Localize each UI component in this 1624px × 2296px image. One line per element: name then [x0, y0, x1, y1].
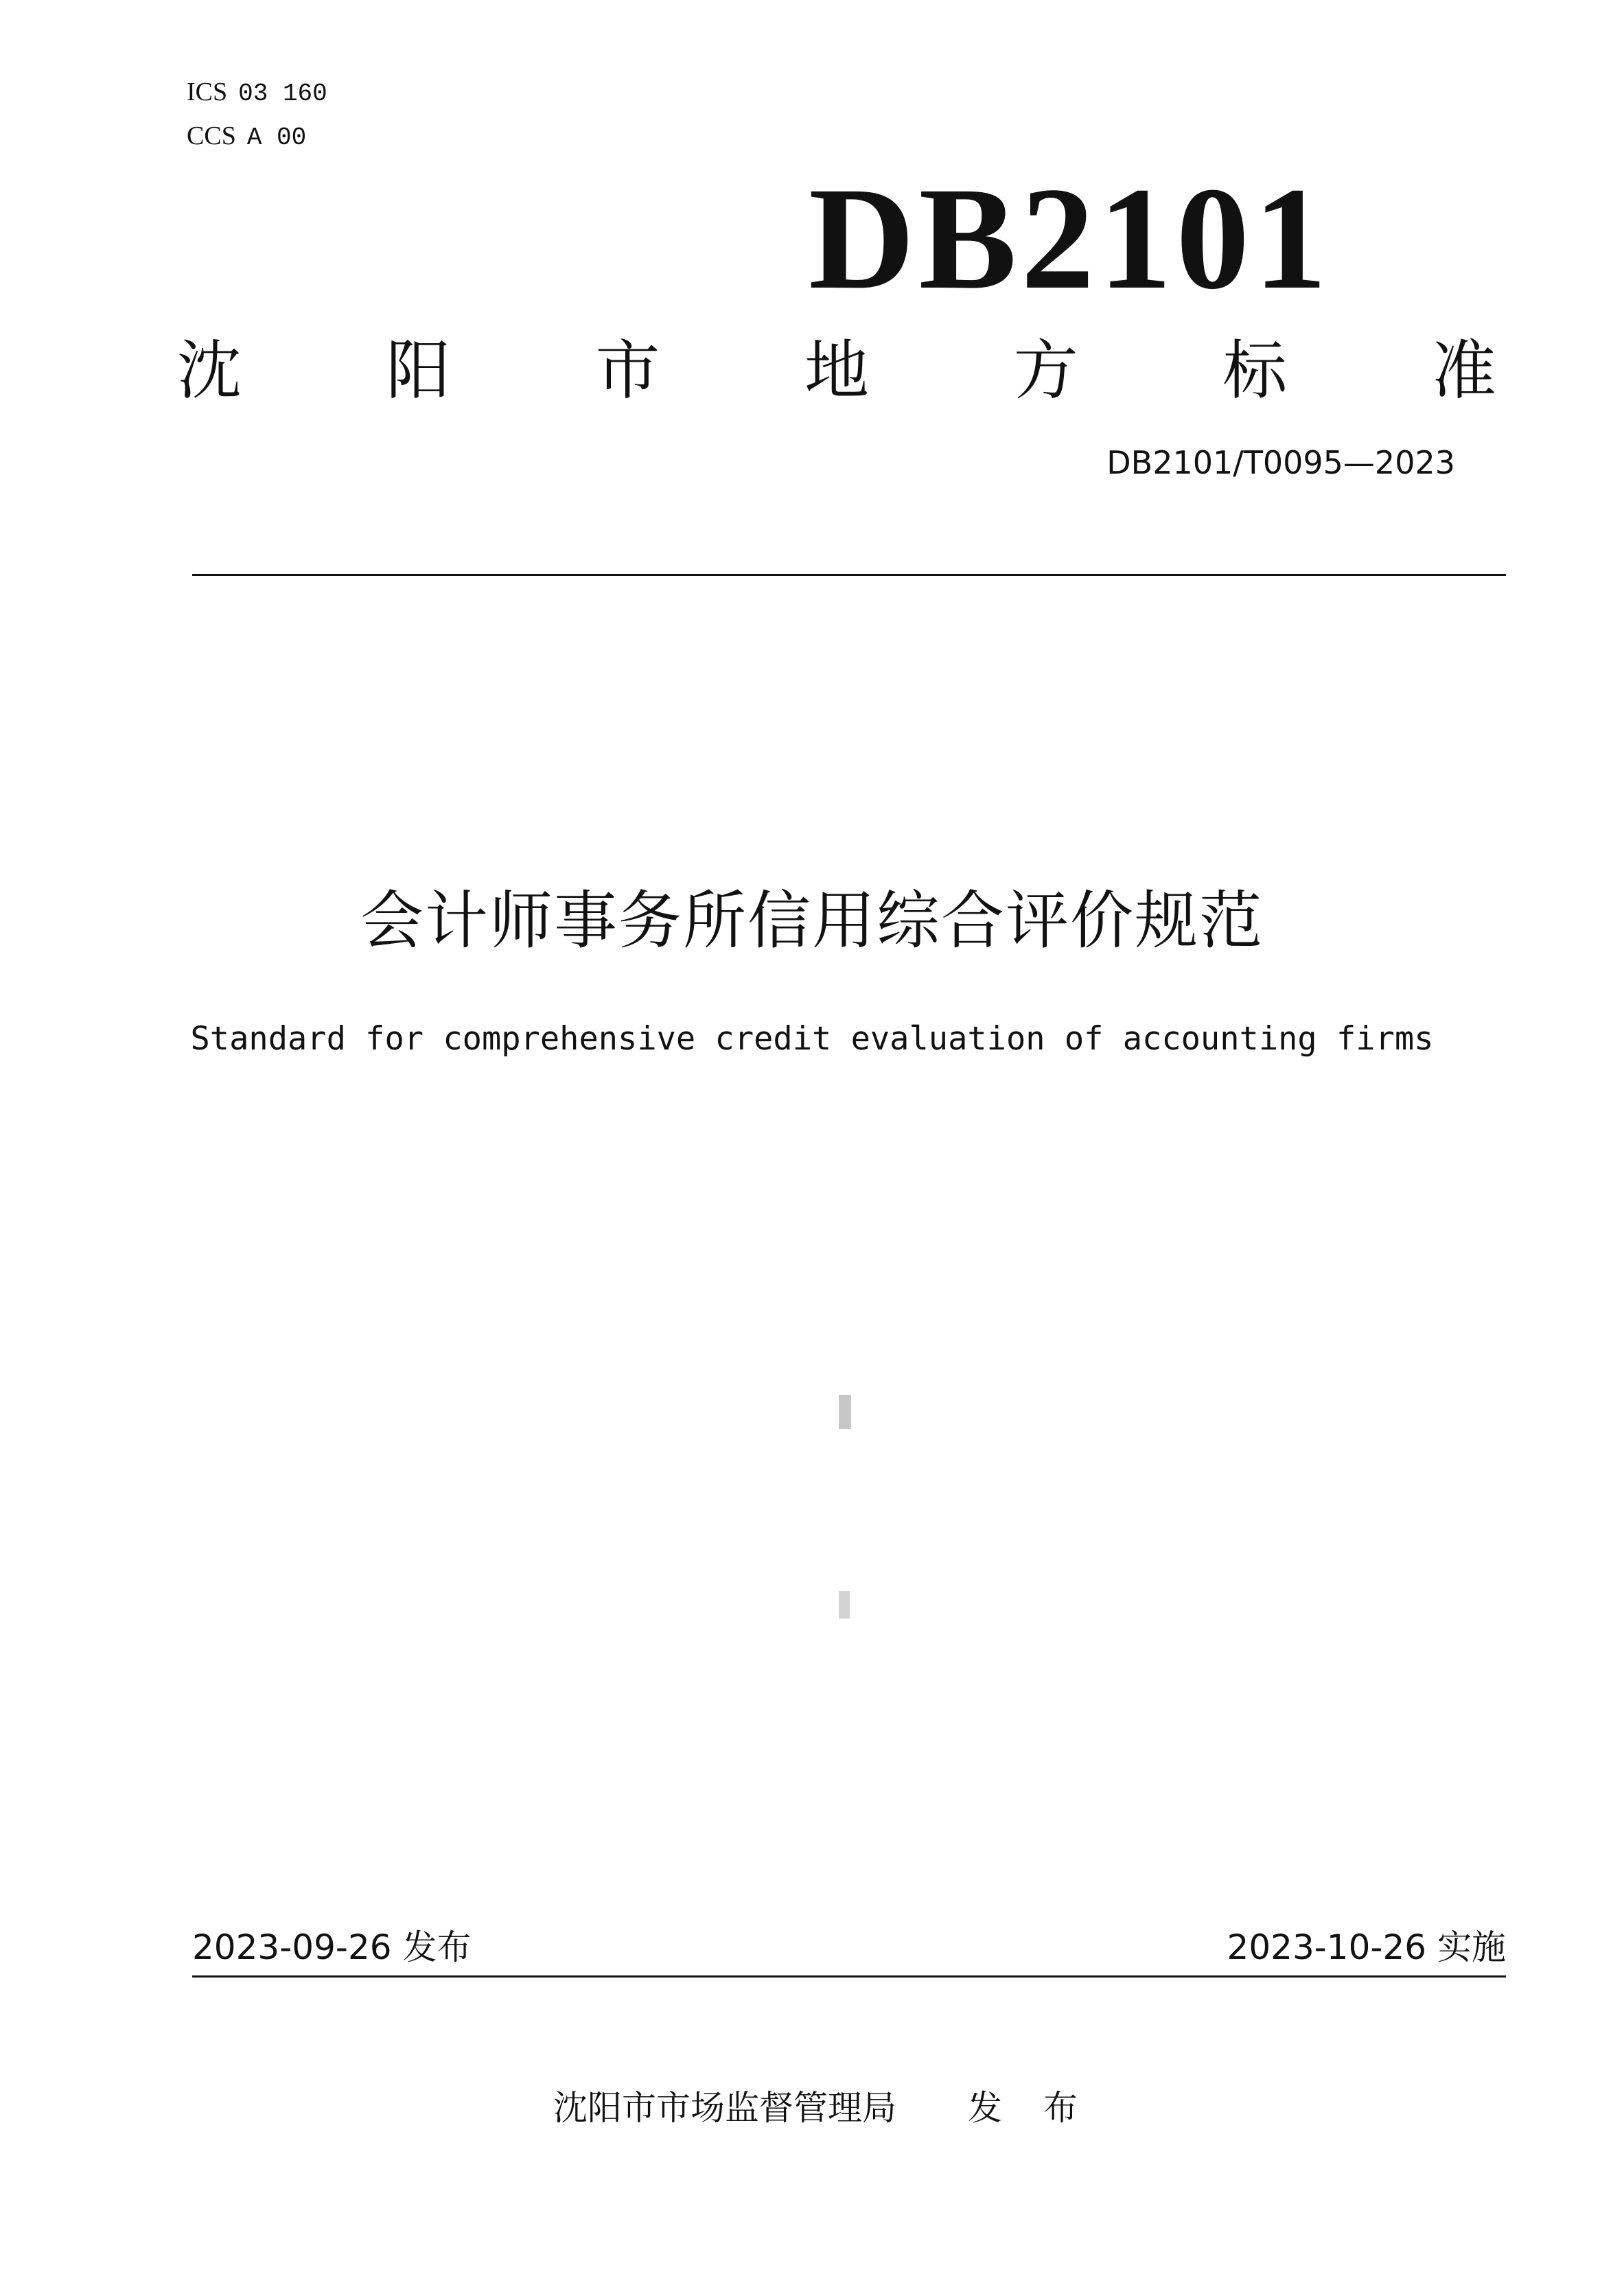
issuer-line	[553, 2087, 1093, 2129]
standard-type-heading	[177, 334, 1496, 409]
implement-date: 2023-10-26 实施	[1227, 1927, 1506, 1967]
scan-mark	[839, 1395, 851, 1429]
ics-label: ICS	[187, 78, 228, 106]
standard-code-mark: DB2101	[809, 157, 1332, 320]
standard-type-char: 市	[595, 334, 660, 408]
document-title-cn: 会计师事务所信用综合评价规范	[360, 884, 1264, 958]
issuer-action: 发 布	[968, 2088, 1093, 2128]
publish-date: 2023-09-26 发布	[192, 1927, 472, 1967]
standard-type-char: 方	[1013, 334, 1078, 408]
ccs-code: A 00	[246, 124, 307, 152]
standard-type-char: 沈	[177, 334, 242, 408]
standard-type-char: 地	[804, 334, 869, 408]
ics-classification	[187, 77, 327, 109]
standard-type-char: 阳	[386, 334, 451, 408]
bottom-divider	[192, 1975, 1506, 1978]
issuer-name: 沈阳市市场监督管理局	[553, 2088, 896, 2128]
ccs-classification	[187, 121, 306, 153]
document-title-en: Standard for comprehensive credit evaluation of accounting firms	[190, 1020, 1434, 1058]
standard-type-char: 标	[1222, 334, 1288, 408]
standard-type-char: 准	[1431, 334, 1496, 408]
ccs-label: CCS	[187, 121, 236, 150]
scan-mark	[839, 1591, 850, 1619]
standard-number: DB2101/T0095—2023	[1106, 444, 1455, 481]
ics-code: 03 160	[238, 80, 327, 108]
top-divider	[192, 574, 1506, 576]
